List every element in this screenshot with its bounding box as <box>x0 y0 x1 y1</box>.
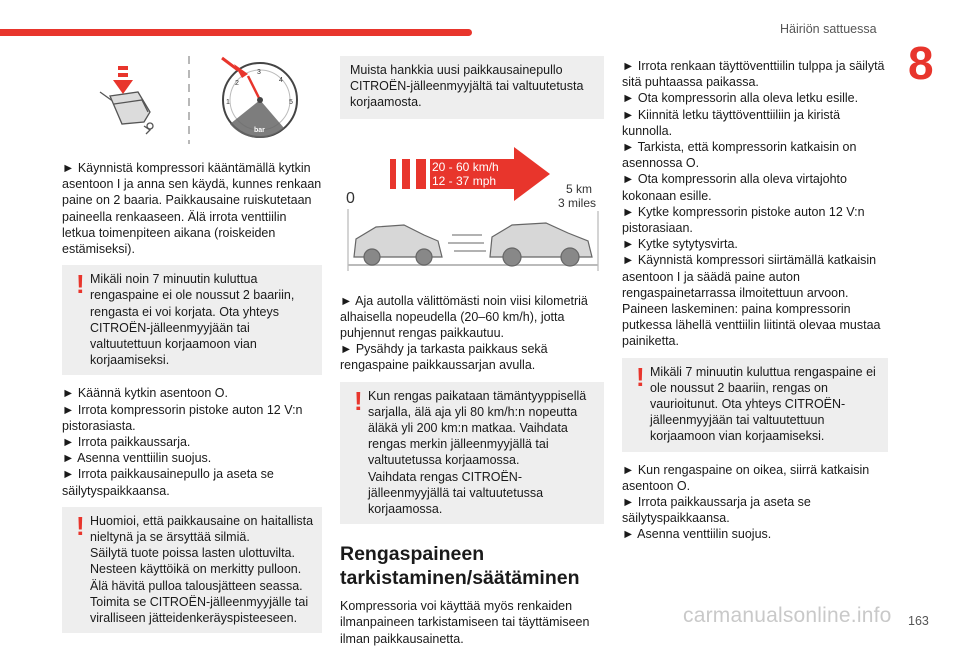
page-number: 163 <box>908 614 929 628</box>
chapter-number: 8 <box>908 37 934 89</box>
compressor-figure <box>62 52 312 148</box>
col2-para2: Kompressoria voi käyttää myös renkaiden ilmanpaineen tarkistamiseen tai täyttämiseen ilman paikkausainetta. <box>340 599 590 646</box>
warning-box-2 <box>62 507 322 633</box>
warning-icon: ! <box>76 269 85 300</box>
warning-icon: ! <box>636 361 645 392</box>
warning-text-4: Mikäli 7 minuutin kuluttua rengaspaine ei ole noussut 2 baariin, rengas on vaurioitunut. Ota yhteys CITROËN-jälleenmyyjään tai valtuutettuun korjaamoon vian korjaamiseksi. <box>650 364 876 444</box>
car-icon <box>354 225 442 265</box>
warning-box-1 <box>62 265 322 375</box>
drive-figure <box>340 131 604 281</box>
warning-text-3: Kun rengas paikataan tämäntyyppisellä sarjalla, älä aja yli 80 km/h:n nopeutta äläkä yli 200 km:n matkaa. Vaihdata rengas merkin jälleenmyyjällä tai valtuutetussa korjaamossa. Vaihdata rengas CITROËN-jälleenmyyjällä tai valtuutetussa korjaamossa. <box>368 388 587 517</box>
warning-text-1: Mikäli noin 7 minuutin kuluttua rengaspaine ei ole noussut 2 baariin, rengasta ei voi korjata. Ota yhteys CITROËN-jälleenmyyjään tai valtuutettuun korjaamoon vian korjaamiseksi. <box>90 272 295 368</box>
distance-miles-label: 3 miles <box>558 195 597 210</box>
col1-para1: ► Käynnistä kompressori kääntämällä kytkin asentoon I ja anna sen käydä, kunnes renkaan paine on 2 baaria. Paikkausaine ruiskutetaan paineella renkaaseen. Älä irrota venttiilin letkua toimenpiteen aikana (roiskeiden estämiseksi). <box>62 161 322 257</box>
svg-text:4: 4 <box>279 77 283 84</box>
speed-mph-label: 12 - 37 mph <box>432 173 497 188</box>
warning-box-3 <box>340 382 604 525</box>
svg-text:bar: bar <box>254 127 265 134</box>
warning-icon: ! <box>354 385 363 416</box>
warning-box-4 <box>622 358 888 452</box>
watermark: carmanualsonline.info <box>683 604 892 627</box>
section-heading: Rengaspaineen tarkistaminen/säätäminen <box>340 543 580 590</box>
info-box: Muista hankkia uusi paikkausainepullo CITROËN-jälleenmyyjältä tai valtuutetusta korjaamosta. <box>340 56 604 119</box>
speed-kmh-label: 20 - 60 km/h <box>432 159 499 174</box>
warning-text-2: Huomioi, että paikkausaine on haitallista nieltynä ja se ärsyttää silmiä. Säilytä tuote poissa lasten ulottuvilta. Nesteen käyttöikä on merkitty pulloon. Älä hävitä pulloa talousjätteen seassa. Toimita se CITROËN-jälleenmyyjälle tai viralliseen jätteidenkeräyspisteeseen. <box>90 513 314 626</box>
column-2 <box>340 56 604 655</box>
pressure-gauge-icon <box>222 58 297 138</box>
svg-text:2: 2 <box>235 80 239 87</box>
col2-para1: ► Aja autolla välittömästi noin viisi kilometriä alhaisella nopeudella (20–60 km/h), jotta puhjennut rengas paikkautuu. ► Pysähdy ja tarkasta paikkaus sekä rengaspaine paikkaussarjan avulla. <box>340 293 588 373</box>
distance-km-label: 5 km <box>566 181 593 196</box>
svg-text:6: 6 <box>282 121 286 128</box>
svg-text:5: 5 <box>289 99 293 106</box>
section-title: Häiriön sattuessa <box>780 22 877 36</box>
col3-steps1: ► Irrota renkaan täyttöventtiilin tulppa ja säilytä sitä puhtaassa paikassa. ► Ota kompressorin alla oleva letku esille. ► Kiinnitä letku täyttöventtiiliin ja kiristä kunnolla. ► Tarkista, että kompressorin katkaisin on asennossa O. ► Ota kompressorin alla oleva virtajohto kokonaan esille. ► Kytke kompressorin pistoke auton 12 V:n pistorasiaan. ► Kytke sytytysvirta. ► Käynnistä kompressori siirtämällä katkaisin asentoon I ja säädä paine auton rengaspainetarrassa ilmoitettuun arvoon. Paineen laskeminen: paina kompressorin putkessa lähellä venttiilin liitintä olevaa mustaa painiketta. <box>622 59 885 349</box>
col3-steps2: ► Kun rengaspaine on oikea, siirrä katkaisin asentoon O. ► Irrota paikkaussarja ja aseta se säilytyspaikkaansa. ► Asenna venttiilin suojus. <box>622 462 870 542</box>
start-label: 0 <box>346 189 355 207</box>
column-1 <box>62 52 322 643</box>
arrow-down-icon <box>113 66 133 94</box>
column-3 <box>622 58 888 551</box>
col1-steps: ► Käännä kytkin asentoon O. ► Irrota kompressorin pistoke auton 12 V:n pistorasiasta. ► Irrota paikkaussarja. ► Asenna venttiilin suojus. ► Irrota paikkausainepullo ja aseta se säilytyspaikkaansa. <box>62 386 303 498</box>
svg-text:3: 3 <box>257 69 261 76</box>
car-icon <box>490 223 592 266</box>
svg-text:1: 1 <box>226 99 230 106</box>
warning-icon: ! <box>76 510 85 541</box>
header-accent-bar <box>0 29 472 36</box>
switch-icon <box>100 92 153 134</box>
